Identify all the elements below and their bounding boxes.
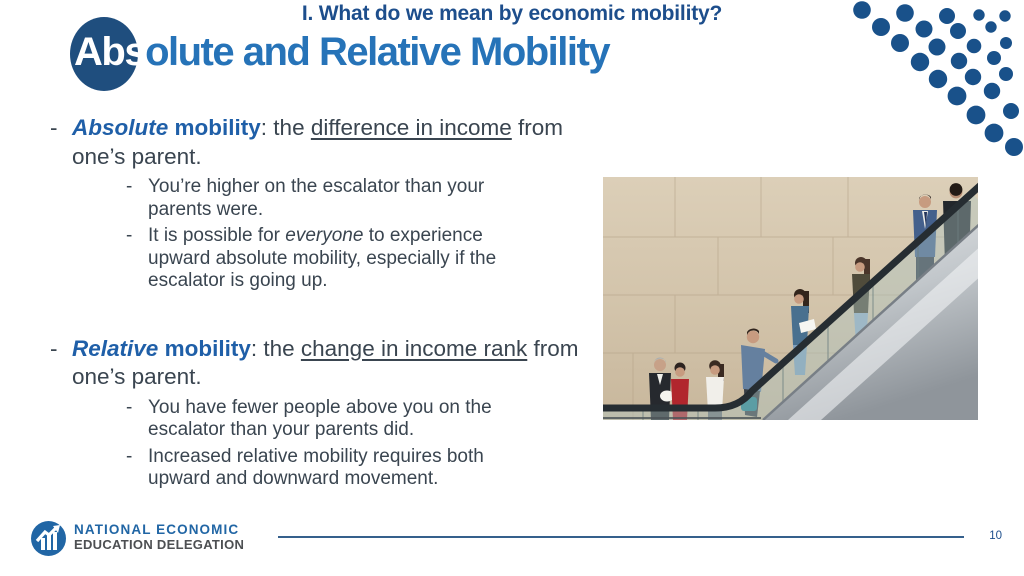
slide-title xyxy=(74,30,609,74)
bullet-marker: - xyxy=(126,445,133,467)
bullet-marker: - xyxy=(126,225,133,246)
page-number: 10 xyxy=(989,530,1002,542)
bullet-text: It is possible for everyone to experience upward absolute mobility, especially if the escalator is going up. xyxy=(148,225,497,291)
slide-kicker: I. What do we mean by economic mobility? xyxy=(301,2,723,25)
footer-divider-line xyxy=(278,536,964,538)
bullet-marker: - xyxy=(126,176,133,197)
bullet-text: Absolute mobility: the difference in income from one’s parent. xyxy=(72,115,564,169)
bullet-marker: - xyxy=(50,335,58,361)
bullet-text: You have fewer people above you on the escalator than your parents did. xyxy=(148,396,492,440)
sub-bullet-item xyxy=(116,397,542,442)
bullet-text: Relative mobility: the change in income rank from one’s parent. xyxy=(72,335,579,389)
bullet-item xyxy=(40,335,585,392)
bullet-marker: - xyxy=(50,115,58,140)
bullet-list xyxy=(40,114,585,491)
organization-logo xyxy=(30,520,280,560)
logo-name-line2: EDUCATION DELEGATION xyxy=(74,537,245,552)
bullet-item xyxy=(40,114,585,171)
logo-name-line1: NATIONAL ECONOMIC xyxy=(74,522,240,537)
bullet-text: You’re higher on the escalator than your parents were. xyxy=(148,176,485,220)
title-highlight: Abs xyxy=(74,30,146,74)
sub-bullet-item xyxy=(116,446,542,491)
logo-chart-icon xyxy=(30,520,67,557)
sub-bullet-item xyxy=(116,176,542,221)
escalator-photo-graphic xyxy=(603,177,978,420)
sub-bullet-item xyxy=(116,225,542,293)
bullet-marker: - xyxy=(126,396,133,418)
escalator-photo xyxy=(603,177,978,420)
bullet-text: Increased relative mobility requires both upward and downward movement. xyxy=(148,445,484,489)
title-rest: olute and Relative Mobility xyxy=(145,30,610,74)
